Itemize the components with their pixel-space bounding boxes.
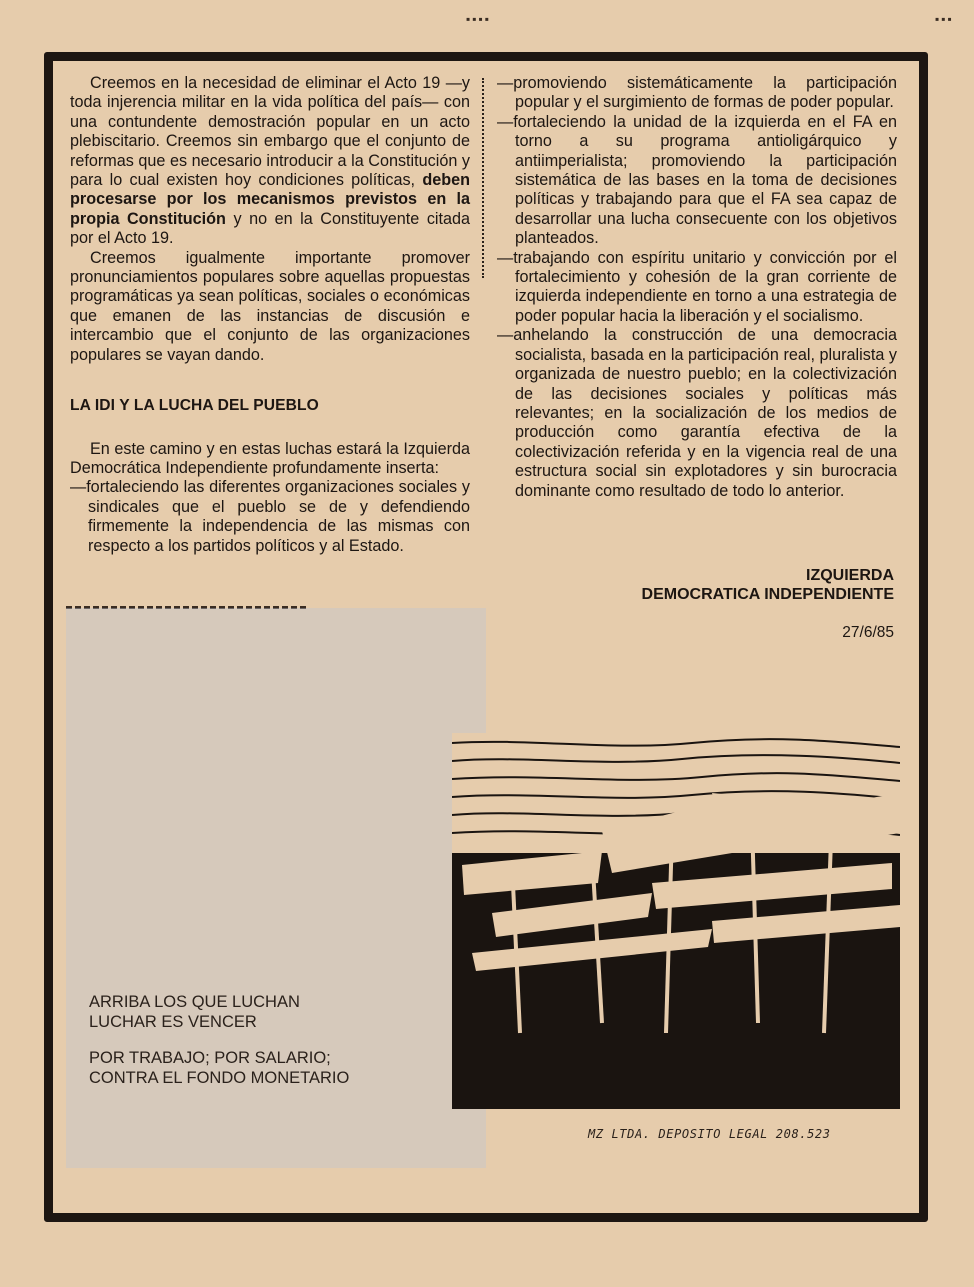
paragraph-text: y no en la Constituyente citada por el Acto 19.	[70, 209, 471, 248]
list-item: —fortaleciendo la unidad de la izquierda en el FA en torno a su programa antioligárquico y antiimperialista; promoviendo la participación sistemática de las bases en la toma de decisiones políticas y trabajando para que el FA sea capaz de desarrollar una lucha consecuente con los objetivos planteados.	[497, 112, 897, 248]
section-heading: LA IDI Y LA LUCHA DEL PUEBLO	[70, 397, 319, 415]
signature	[560, 566, 894, 604]
slogan-line: ARRIBA LOS QUE LUCHAN	[89, 993, 300, 1011]
left-column	[70, 74, 470, 556]
slogan-line: LUCHAR ES VENCER	[89, 1013, 257, 1031]
list-item: —trabajando con espíritu unitario y convicción por el fortalecimiento y cohesión de la gran corriente de izquierda independiente en torno a una estrategia de poder popular hacia la liberación y el socialismo.	[497, 248, 897, 325]
signature-line: IZQUIERDA	[806, 567, 894, 584]
slogans	[89, 992, 349, 1088]
paragraph: Creemos igualmente importante promover pronunciamientos populares sobre aquellas propuestas programáticas ya sean políticas, sociales o económicas que emanen de las instancias de discusión e intercambio que el conjunto de las organizaciones populares se vayan dando.	[70, 248, 470, 364]
paragraph	[70, 74, 470, 249]
paragraph-text: Creemos en la necesidad de eliminar el Acto 19 —y toda injerencia militar en la vida política del país— con una contundente demostración popular en un acto plebiscitario. Creemos sin embargo que el conjunto de reformas que es necesario introducir a la Constitución y para lo cual existen hoy condiciones políticas,	[70, 74, 470, 190]
list-item: —promoviendo sistemáticamente la participación popular y el surgimiento de formas de poder popular.	[497, 74, 897, 112]
legal-deposit-note: MZ LTDA. DEPOSITO LEGAL 208.523	[588, 1127, 831, 1141]
date: 27/6/85	[842, 624, 894, 641]
column-divider	[482, 78, 486, 278]
list-item: —fortaleciendo las diferentes organizaciones sociales y sindicales que el pueblo se de y defendiendo firmemente la independencia de las mismas con respecto a los partidos políticos y al Estado.	[70, 478, 470, 555]
slogan-line: CONTRA EL FONDO MONETARIO	[89, 1069, 350, 1087]
list-item: —anhelando la construcción de una democracia socialista, basada en la participación real, pluralista y organizada de nuestro pueblo; en la colectivización de las decisiones sociales y políticas más relevantes; en la socialización de los medios de producción como garantía efectiva de la colectivización referida y en la vigencia real de una estructura social sin explotadores y sin burocracia dominante como resultado de todo lo anterior.	[497, 326, 897, 500]
bold-text: deben procesarse por los mecanismos previstos en la propia Constitución	[70, 171, 471, 228]
signature-line: DEMOCRATICA INDEPENDIENTE	[641, 586, 894, 603]
right-column	[497, 74, 897, 501]
woodcut-illustration	[452, 733, 900, 1109]
print-speck: ▪▪▪▪	[466, 12, 492, 26]
print-speck: ▪▪▪	[935, 12, 954, 26]
paragraph: En este camino y en estas luchas estará la Izquierda Democrática Independiente profundamente inserta:	[70, 439, 470, 477]
slogan-line: POR TRABAJO; POR SALARIO;	[89, 1049, 331, 1067]
